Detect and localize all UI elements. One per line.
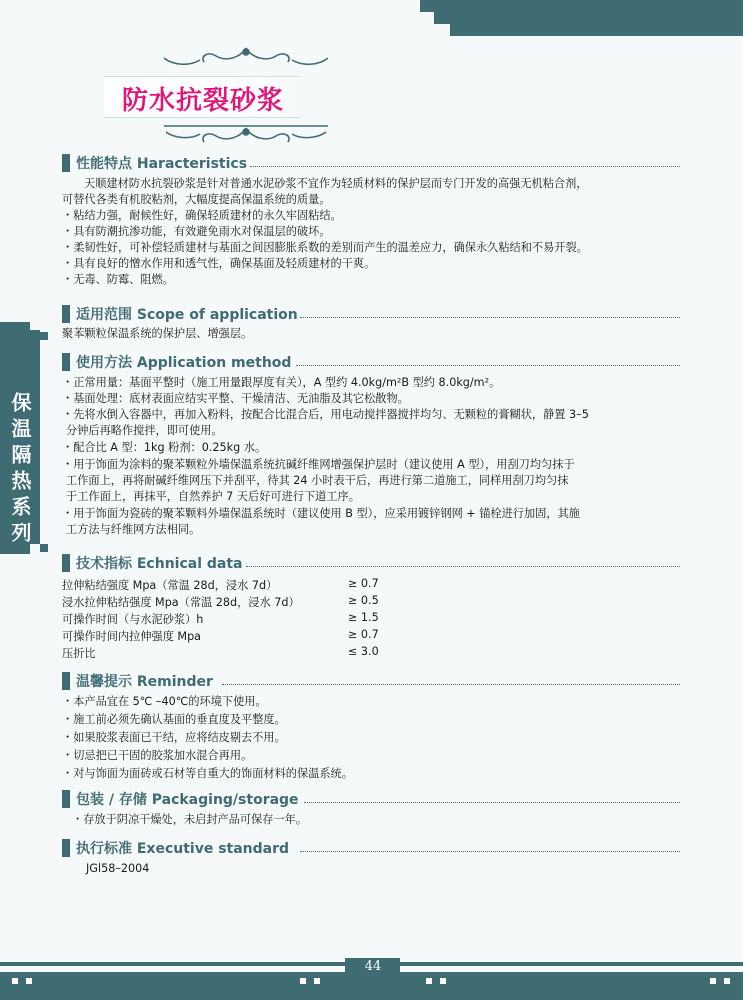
bullet-item: ・具有防潮抗渗功能，有效避免雨水对保温层的破坏。 <box>62 225 331 238</box>
spec-value: ≥ 1.5 <box>348 611 379 624</box>
top-decoration <box>420 0 743 36</box>
spec-name: 可操作时间（与水泥砂浆）h <box>62 613 204 626</box>
section-method-header: 使用方法 Application method <box>62 352 291 372</box>
bullet-continuation: 工方法与纤维网方法相同。 <box>66 523 201 536</box>
spec-name: 拉伸粘结强度 Mpa（常温 28d，浸水 7d） <box>62 579 278 592</box>
bullet-item: ・粘结力强，耐候性好，确保轻质建材的永久牢固粘结。 <box>62 209 342 222</box>
bullet-continuation: 于工作面上，再抹平，自然养护 7 天后好可进行下道工序。 <box>66 490 360 503</box>
section-divider <box>296 365 680 366</box>
spec-name: 浸水拉伸粘结强度 Mpa（常温 28d，浸水 7d） <box>62 596 300 609</box>
section-packaging-header: 包装 / 存储 Packaging/storage <box>62 789 299 809</box>
bullet-item: ・切忌把已干固的胶浆加水混合再用。 <box>62 749 253 762</box>
standard-code: JGl58–2004 <box>86 862 150 875</box>
spec-name: 压折比 <box>62 647 96 660</box>
bullet-item: ・配合比 A 型：1kg 粉剂：0.25kg 水。 <box>62 441 267 454</box>
bullet-item: ・对与饰面为面砖或石材等自重大的饰面材料的保温系统。 <box>62 767 353 780</box>
spec-value: ≥ 0.5 <box>348 594 379 607</box>
section-divider <box>246 566 680 567</box>
spec-value: ≥ 0.7 <box>348 577 379 590</box>
section-divider <box>300 851 680 852</box>
bullet-item: ・无毒、防霉、阻燃。 <box>62 273 174 286</box>
section-divider <box>300 317 680 318</box>
spec-name: 可操作时间内拉伸强度 Mpa <box>62 630 202 643</box>
bullet-continuation: 分钟后再略作搅拌，即可使用。 <box>66 424 223 437</box>
bullet-item: ・具有良好的憎水作用和透气性，确保基面及轻质建材的干爽。 <box>62 257 376 270</box>
bullet-item: ・如果胶浆表面已干结，应将结皮剔去不用。 <box>62 731 286 744</box>
section-divider <box>304 802 680 803</box>
bullet-item: ・先将水倒入容器中，再加入粉料，按配合比混合后，用电动搅拌器搅拌均匀、无颗粒的膏糊状，静置 3–5 <box>62 408 589 421</box>
section-characteristics-header: 性能特点 Haracteristics <box>62 153 247 173</box>
page-number: 44 <box>364 959 382 974</box>
section-reminder-header: 温馨提示 Reminder <box>62 671 213 691</box>
bullet-item: ・柔韧性好，可补偿轻质建材与基面之间因膨胀系数的差别而产生的温差应力，确保永久粘结和不易开裂。 <box>62 241 588 254</box>
section-standard-header: 执行标准 Executive standard <box>62 838 289 858</box>
body-line: 天顺建材防水抗裂砂浆是针对普通水泥砂浆不宜作为轻质材料的保护层而专门开发的高强无机粘合剂， <box>84 177 588 190</box>
ornament-top-icon <box>160 44 332 70</box>
body-line: 可替代各类有机胶粘剂，大幅度提高保温系统的质量。 <box>62 193 331 206</box>
bullet-item: ・用于饰面为瓷砖的聚苯颗料外墙保温系统时（建议使用 B 型），应采用镀锌钢网 + 锚栓进行加固，其施 <box>62 507 580 520</box>
spec-value: ≥ 0.7 <box>348 628 379 641</box>
bullet-item: ・用于饰面为涂料的聚苯颗粒外墙保温系统抗碱纤维网增强保护层时（建议使用 A 型），用刮刀均匀抹于 <box>62 458 575 471</box>
bullet-item: ・本产品宜在 5℃ –40℃的环境下使用。 <box>62 695 267 708</box>
bullet-item: ・存放于阴凉干燥处，未启封产品可保存一年。 <box>72 813 307 826</box>
bullet-item: ・施工前必须先确认基面的垂直度及平整度。 <box>62 713 286 726</box>
section-technical-header: 技术指标 Echnical data <box>62 553 243 573</box>
side-category-tab <box>0 322 56 554</box>
section-divider <box>222 684 680 685</box>
spec-value: ≤ 3.0 <box>348 645 379 658</box>
section-scope-header: 适用范围 Scope of application <box>62 304 298 324</box>
section-divider <box>250 166 680 167</box>
bullet-continuation: 工作面上，再将耐碱纤维网压下并刮平，待其 24 小时表干后，再进行第二道施工，同样用刮刀均匀抹 <box>66 474 569 487</box>
ornament-bottom-icon <box>160 116 332 146</box>
page-title: 防水抗裂砂浆 <box>122 86 285 116</box>
body-line: 聚苯颗粒保温系统的保护层、增强层。 <box>62 327 253 340</box>
side-tab-label: 保温隔热系列 <box>8 392 32 548</box>
bullet-item: ・基面处理：底材表面应结实平整、干燥清洁、无油脂及其它松散物。 <box>62 392 409 405</box>
bullet-item: ・正常用量：基面平整时（施工用量跟厚度有关），A 型约 4.0kg/m²B 型约 8.0kg/m²。 <box>62 376 501 389</box>
